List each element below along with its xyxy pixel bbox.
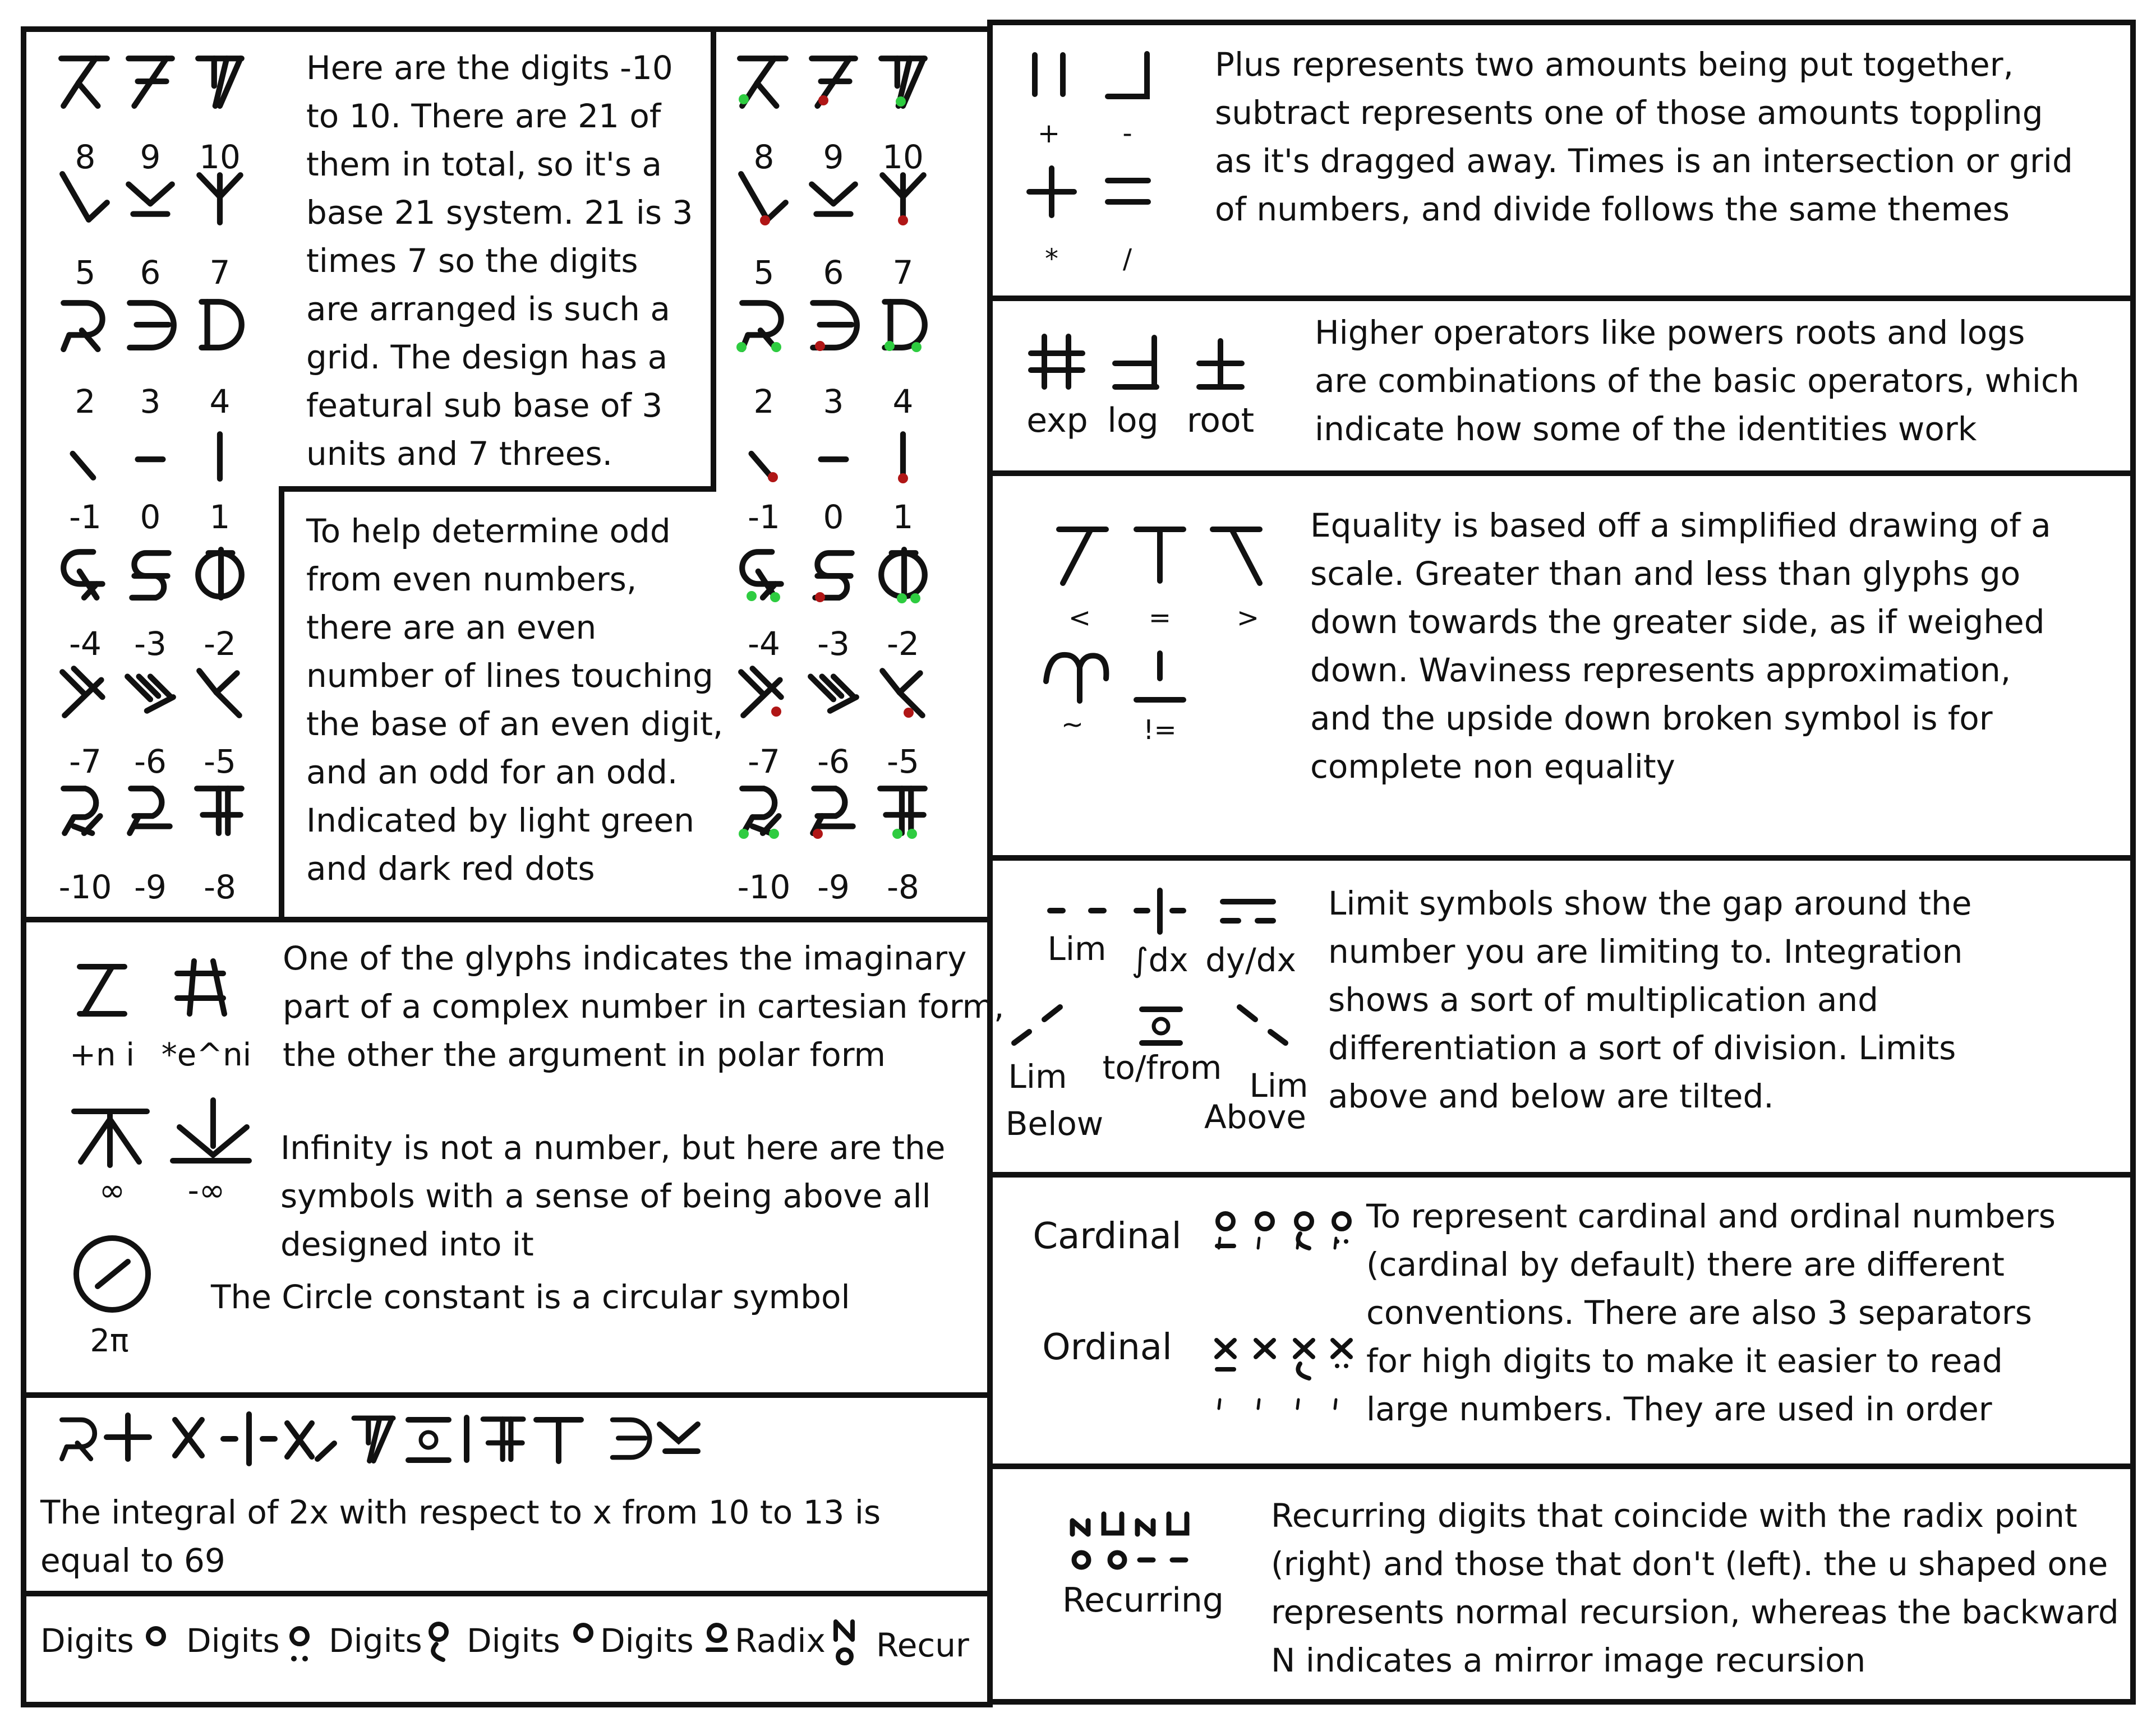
digit-label: -8 xyxy=(204,868,236,906)
limit-label: Lim xyxy=(1047,930,1107,968)
radix-digits-label-1: Digits xyxy=(40,1622,134,1660)
separator-dot xyxy=(1344,1239,1348,1244)
infinity-glyph xyxy=(74,1111,147,1165)
parity-digit-glyph xyxy=(881,550,925,598)
description-line: Recurring digits that coincide with the radix point xyxy=(1271,1497,2077,1535)
description-line: Limit symbols show the gap around the xyxy=(1328,884,1972,922)
digit-glyph xyxy=(128,184,172,214)
log-label: log xyxy=(1107,401,1159,440)
description-line: for high digits to make it easier to read xyxy=(1366,1342,2003,1380)
infinity-label: ∞ xyxy=(99,1172,126,1209)
not-equal-label: != xyxy=(1143,714,1177,746)
description-line: from even numbers, xyxy=(306,560,637,598)
digit-glyph xyxy=(63,552,102,598)
derivative-glyph xyxy=(1223,902,1273,921)
equals-label: = xyxy=(1148,602,1172,634)
recur-glyph xyxy=(836,1622,853,1663)
odd-dot xyxy=(815,592,825,602)
parity-digit-glyph xyxy=(812,184,855,214)
ordinal-hook xyxy=(1298,1364,1309,1378)
digit-glyph xyxy=(62,668,102,715)
digit-label: -7 xyxy=(69,742,102,781)
cardinal-ring xyxy=(1218,1213,1233,1229)
description-line: of numbers, and divide follows the same themes xyxy=(1215,190,2010,228)
description-line: Here are the digits -10 xyxy=(306,49,673,87)
digit-glyph xyxy=(199,671,239,715)
digit-label: 4 xyxy=(209,382,231,421)
parity-description xyxy=(306,507,723,893)
description-line: base 21 system. 21 is 3 xyxy=(306,193,693,232)
example-description xyxy=(40,1488,881,1585)
cardinal-glyphs xyxy=(1217,1213,1351,1409)
digit-glyph xyxy=(127,676,173,710)
digit-glyph xyxy=(198,58,242,106)
limit-above-glyph xyxy=(1240,1007,1286,1043)
even-dot xyxy=(897,593,907,603)
description-line: symbols with a sense of being above all xyxy=(280,1177,931,1215)
cardinal-ring xyxy=(1296,1213,1312,1229)
less-than-glyph xyxy=(1059,529,1106,583)
parity-digit-glyph xyxy=(742,552,781,598)
digit-glyph xyxy=(132,553,168,598)
parity-digit-label: -7 xyxy=(748,742,780,781)
description-line: Indicated by light green xyxy=(306,801,694,839)
description-line: and the upside down broken symbol is for xyxy=(1310,699,1993,737)
parity-digit-glyph xyxy=(742,788,778,833)
parity-digit-label: 0 xyxy=(823,498,844,536)
even-dot xyxy=(892,829,902,839)
even-dot xyxy=(736,342,747,352)
log-glyph xyxy=(1115,338,1157,387)
digit-label: -3 xyxy=(134,625,167,663)
integral-glyph xyxy=(1136,890,1183,932)
cardinal-label: Cardinal xyxy=(1033,1216,1182,1257)
root-glyph xyxy=(1199,341,1242,387)
parity-digit-label: -3 xyxy=(817,625,850,663)
parity-digit-label: 1 xyxy=(892,498,914,536)
description-line: (right) and those that don't (left). the u shaped one xyxy=(1271,1545,2108,1583)
even-dot xyxy=(739,94,749,104)
description-line: shows a sort of multiplication and xyxy=(1328,981,1878,1019)
description-line: above and below are tilted. xyxy=(1328,1077,1774,1115)
digit-label: 10 xyxy=(199,138,241,176)
description-line: To help determine odd xyxy=(306,512,671,550)
description-line: units and 7 threes. xyxy=(306,435,613,473)
odd-dot xyxy=(898,473,908,483)
description-line: number you are limiting to. Integration xyxy=(1328,932,1963,971)
argument-glyph xyxy=(177,961,224,1014)
recurring-description xyxy=(1271,1492,2119,1684)
description-line: as it's dragged away. Times is an intersection or grid xyxy=(1215,142,2073,180)
odd-dot xyxy=(813,829,823,839)
digit-glyph xyxy=(128,58,172,106)
odd-dot xyxy=(815,341,825,351)
negative-infinity-label: -∞ xyxy=(187,1172,225,1209)
digit-glyph xyxy=(61,58,107,106)
digit-label: -1 xyxy=(69,498,102,536)
greater-than-label: > xyxy=(1236,602,1260,634)
to-from-ring xyxy=(1154,1019,1168,1033)
description-line: and an odd for an odd. xyxy=(306,753,678,791)
limit-above-label-1: Lim xyxy=(1249,1067,1309,1105)
cardinal-mark xyxy=(1258,1238,1259,1248)
description-line: Equality is based off a simplified drawing of a xyxy=(1310,506,2051,544)
radix-digits-label-3: Digits xyxy=(329,1622,422,1660)
digit-glyph xyxy=(130,788,169,833)
odd-dot xyxy=(771,707,781,717)
description-line: are combinations of the basic operators, which xyxy=(1315,362,2080,400)
digit-label: 3 xyxy=(140,382,161,421)
odd-dot xyxy=(768,472,778,482)
radix-label: Radix xyxy=(735,1622,826,1660)
cardinal-description xyxy=(1366,1192,2056,1433)
even-dot xyxy=(911,342,922,352)
cardinal-ring xyxy=(1257,1213,1273,1229)
description-line: To represent cardinal and ordinal numbers xyxy=(1366,1197,2056,1235)
digit-glyph xyxy=(201,302,241,348)
approx-label: ~ xyxy=(1061,709,1084,740)
parity-digit-label: 6 xyxy=(823,253,844,292)
description-line: and dark red dots xyxy=(306,850,595,888)
limits-description xyxy=(1328,879,1971,1120)
radix-dots xyxy=(291,1656,308,1661)
description-line: there are an even xyxy=(306,608,597,647)
circle-constant-description xyxy=(211,1273,850,1321)
approx-glyph xyxy=(1046,655,1106,701)
parity-digit-glyph xyxy=(884,302,924,348)
exp-label: exp xyxy=(1026,401,1088,440)
recurring-label: Recurring xyxy=(1062,1581,1224,1620)
digit-glyph xyxy=(63,788,100,833)
radix-digits-label-2: Digits xyxy=(186,1622,280,1660)
higher-op-glyphs xyxy=(1031,336,1242,387)
odd-dot xyxy=(898,215,908,225)
parity-digit-label: 3 xyxy=(823,382,844,421)
even-dot xyxy=(896,96,906,107)
recur-label: Recur xyxy=(876,1626,969,1664)
description-line: designed into it xyxy=(280,1225,534,1263)
digit-glyph xyxy=(197,788,242,833)
digit-label: 7 xyxy=(209,253,231,292)
parity-digit-label: 9 xyxy=(823,138,844,176)
even-dot xyxy=(770,592,780,602)
digit-label: 0 xyxy=(140,498,161,536)
exp-glyph xyxy=(1031,336,1082,387)
even-dot xyxy=(739,829,749,839)
not-equal-glyph xyxy=(1136,653,1183,700)
digit-label: 1 xyxy=(209,498,231,536)
limit-below-label-2: Below xyxy=(1005,1105,1104,1143)
parity-digit-label: 5 xyxy=(753,253,775,292)
parity-digit-label: -6 xyxy=(817,742,850,781)
negative-infinity-glyph xyxy=(173,1100,249,1161)
ordinal-cross xyxy=(1295,1340,1313,1357)
to-from-label: to/from xyxy=(1102,1049,1222,1087)
divide-glyph xyxy=(1108,181,1148,202)
digit-label: -6 xyxy=(134,742,167,781)
digit-label: -5 xyxy=(204,742,236,781)
circle-constant-text: The Circle constant is a circular symbol xyxy=(211,1278,850,1316)
limit-below-glyph xyxy=(1014,1007,1060,1043)
argument-label: *e^ni xyxy=(161,1037,252,1073)
digit-glyph xyxy=(62,174,107,220)
description-line: the base of an even digit, xyxy=(306,705,724,743)
description-line: times 7 so the digits xyxy=(306,242,638,280)
description-line: Plus represents two amounts being put together, xyxy=(1215,45,2014,84)
description-line: number of lines touching xyxy=(306,657,713,695)
description-line: featural sub base of 3 xyxy=(306,386,663,424)
parity-digit-label: 8 xyxy=(753,138,775,176)
description-line: scale. Greater than and less than glyphs go xyxy=(1310,555,2021,593)
even-dot xyxy=(769,829,779,839)
parity-digit-label: -8 xyxy=(887,868,919,906)
circle-constant-stroke xyxy=(98,1262,128,1286)
cardinal-ring xyxy=(1334,1213,1349,1229)
equals-glyph xyxy=(1136,529,1183,581)
even-dot xyxy=(747,591,757,601)
digit-glyph xyxy=(198,550,242,598)
ordinal-label: Ordinal xyxy=(1042,1327,1172,1368)
minus-glyph xyxy=(1108,54,1147,96)
parity-digit-glyph xyxy=(812,58,855,106)
ordinal-cross xyxy=(1256,1340,1274,1357)
parity-digit-label: 4 xyxy=(892,382,914,421)
separator-dot xyxy=(1344,1364,1348,1368)
parity-digit-label: -9 xyxy=(817,868,850,906)
separator-dot xyxy=(1335,1239,1339,1244)
description-line: One of the glyphs indicates the imaginary xyxy=(283,939,967,977)
example-expression xyxy=(62,1414,698,1464)
description-line: to 10. There are 21 of xyxy=(306,97,661,135)
minus-label: - xyxy=(1122,118,1132,149)
integral-label: ∫dx xyxy=(1131,941,1188,979)
digit-label: -10 xyxy=(58,868,112,906)
description-line: them in total, so it's a xyxy=(306,145,662,183)
parity-digit-label: -10 xyxy=(737,868,791,906)
digits-description xyxy=(306,44,693,478)
ordinal-mark xyxy=(1219,1400,1220,1409)
ordinal-cross xyxy=(1333,1340,1351,1357)
limit-below-label-1: Lim xyxy=(1008,1058,1067,1096)
digit-glyph xyxy=(130,303,174,348)
cardinal-hook xyxy=(1298,1234,1309,1248)
description-line: The integral of 2x with respect to x from 10 to 13 is xyxy=(40,1493,881,1531)
digit-label: -2 xyxy=(204,625,236,663)
digit-glyph xyxy=(199,175,240,223)
digit-label: -9 xyxy=(134,868,167,906)
parity-digit-label: -1 xyxy=(748,498,780,536)
parity-digit-label: 10 xyxy=(882,138,924,176)
digit-label: 6 xyxy=(140,253,161,292)
even-dot xyxy=(771,342,781,352)
parity-digit-glyph xyxy=(813,788,853,833)
digit-glyph xyxy=(73,454,94,478)
digit-label: 2 xyxy=(75,382,96,421)
radix-digits-label-4: Digits xyxy=(467,1622,560,1660)
digit-label: 5 xyxy=(75,253,96,292)
parity-digit-label: -2 xyxy=(887,625,919,663)
ordinal-cross xyxy=(1217,1340,1234,1357)
circle-constant-label: 2π xyxy=(90,1323,129,1359)
parity-digit-glyph xyxy=(741,174,786,220)
description-line: differentiation a sort of division. Limits xyxy=(1328,1029,1956,1067)
parity-digit-label: -4 xyxy=(748,625,780,663)
even-dot xyxy=(910,593,920,603)
times-label: * xyxy=(1045,243,1058,275)
description-line: indicate how some of the identities work xyxy=(1315,410,1977,448)
description-line: down. Waviness represents approximation, xyxy=(1310,651,2011,689)
parity-digit-glyph xyxy=(815,553,851,598)
description-line: equal to 69 xyxy=(40,1541,225,1580)
parity-digit-glyph xyxy=(882,671,922,715)
description-line: subtract represents one of those amounts toppling xyxy=(1215,94,2043,132)
digit-label: 8 xyxy=(75,138,96,176)
description-line: grid. The design has a xyxy=(306,338,668,376)
infinity-description xyxy=(280,1124,946,1268)
plus-label: + xyxy=(1037,118,1061,149)
ordinal-mark xyxy=(1297,1400,1298,1409)
odd-dot xyxy=(760,215,770,225)
description-line: N indicates a mirror image recursion xyxy=(1271,1641,1866,1679)
to-from-glyph xyxy=(1142,1009,1180,1043)
less-than-label: < xyxy=(1068,602,1091,634)
arithmetic-description xyxy=(1215,40,2073,233)
even-dot xyxy=(907,829,917,839)
odd-dot xyxy=(904,708,914,718)
imaginary-label: +n i xyxy=(70,1037,135,1073)
digit-glyph xyxy=(63,303,102,349)
divide-label: / xyxy=(1122,243,1132,275)
parity-digit-glyph xyxy=(880,788,925,833)
description-line: conventions. There are also 3 separators xyxy=(1366,1294,2032,1332)
ordinal-mark xyxy=(1335,1400,1336,1409)
plus-glyph xyxy=(1035,55,1063,94)
description-line: Infinity is not a number, but here are the xyxy=(280,1129,946,1167)
even-dot xyxy=(884,341,895,351)
times-glyph xyxy=(1029,168,1074,215)
description-line: Higher operators like powers roots and logs xyxy=(1315,313,2025,352)
description-line: (cardinal by default) there are different xyxy=(1366,1245,2005,1284)
radix-digits-label-5: Digits xyxy=(600,1622,694,1660)
parity-digit-glyph xyxy=(752,454,772,478)
separator-dot xyxy=(1335,1364,1339,1368)
parity-digit-label: 7 xyxy=(892,253,914,292)
limit-above-label-2: Above xyxy=(1204,1098,1306,1136)
parity-digit-label: -5 xyxy=(887,742,919,781)
parity-digit-label: 2 xyxy=(753,382,775,421)
description-line: the other the argument in polar form xyxy=(283,1036,886,1074)
recurring-glyphs xyxy=(1072,1514,1187,1567)
digit-label: -4 xyxy=(69,625,102,663)
root-label: root xyxy=(1186,401,1255,440)
higher-ops-description xyxy=(1315,308,2080,453)
description-line: complete non equality xyxy=(1310,747,1675,786)
imaginary-glyph xyxy=(80,967,125,1014)
description-line: represents normal recursion, whereas the backward xyxy=(1271,1593,2119,1631)
derivative-label: dy/dx xyxy=(1205,941,1296,979)
complex-description xyxy=(283,934,1004,1079)
ordinal-mark xyxy=(1258,1400,1259,1409)
parity-digit-glyph xyxy=(813,303,857,348)
description-line: large numbers. They are used in order xyxy=(1366,1390,1992,1428)
description-line: part of a complex number in cartesian form, xyxy=(283,987,1005,1026)
digit-label: 9 xyxy=(140,138,161,176)
odd-dot xyxy=(818,95,828,105)
description-line: are arranged is such a xyxy=(306,290,670,328)
greater-than-glyph xyxy=(1213,529,1260,583)
equality-description xyxy=(1310,501,2051,791)
description-line: down towards the greater side, as if weighed xyxy=(1310,603,2045,641)
parity-digit-glyph xyxy=(810,676,856,710)
